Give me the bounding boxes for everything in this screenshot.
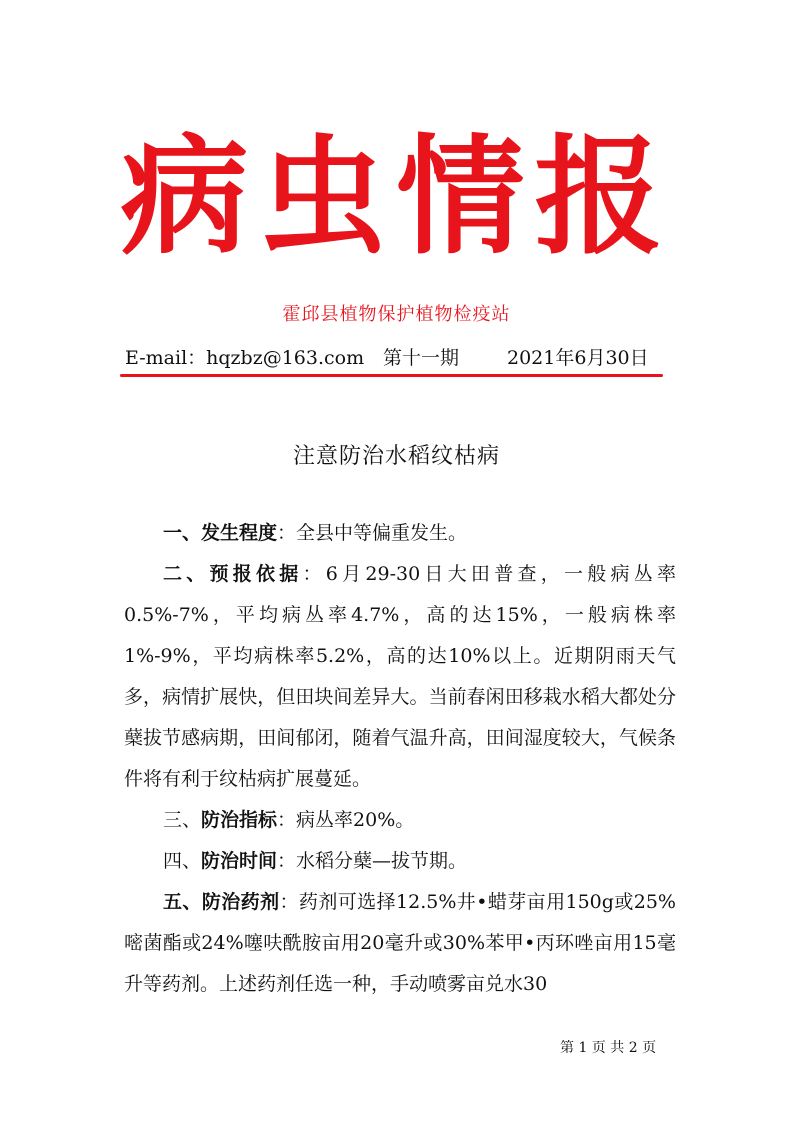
section-label: 四、 [163,850,202,872]
section-text: ：水稻分蘖—拔节期。 [277,850,468,872]
section-paragraph [124,841,676,882]
section-label: 二、 [163,563,210,585]
article-title: 注意防治水稻纹枯病 [292,444,500,469]
section-text: ：6月29-30日大田普查，一般病丛率0.5%-7%，平均病丛率4.7%，高的达15%，一般病株率1%-9%，平均病株率5.2%，高的达10%以上。近期阴雨天气多，病情扩展快，但田块间差异大。当前春闲田移栽水稻大都处分蘖拔节感病期，田间郁闭，随着气温升高，田间湿度较大，气候条件将有利于纹枯病扩展蔓延。 [124,563,676,790]
section-text: ：全县中等偏重发生。 [277,522,468,544]
section-paragraph [124,800,676,841]
section-label: 一、 [163,522,202,544]
email-address: E-mail：hqzbz@163.com [125,347,365,369]
section-heading: 防治指标 [201,809,278,831]
section-heading: 发生程度 [201,522,278,544]
page-footer: 第 1 页 共 2 页 [560,1040,657,1056]
organization-name: 霍邱县植物保护植物检疫站 [282,304,511,325]
issue-date: 2021年6月30日 [507,347,649,369]
section-label: 三、 [163,809,202,831]
section-heading: 预报依据 [209,563,303,585]
section-text: ：药剂可选择12.5%井•蜡芽亩用150g或25%嘧菌酯或24%噻呋酰胺亩用20毫升或30%苯甲•丙环唑亩用15毫升等药剂。上述药剂任选一种，手动喷雾亩兑水30 [124,891,676,995]
section-paragraph [124,513,676,554]
section-paragraph [124,554,676,800]
section-label: 五、 [163,891,202,913]
section-text: ：病丛率20%。 [277,809,415,831]
section-heading: 防治药剂 [201,891,280,913]
issue-number: 第十一期 [383,347,460,369]
section-heading: 防治时间 [201,850,278,872]
header-rule [120,374,663,377]
masthead-title: 病虫情报 [120,123,673,272]
article-body [124,513,676,1005]
section-paragraph [124,882,676,1005]
